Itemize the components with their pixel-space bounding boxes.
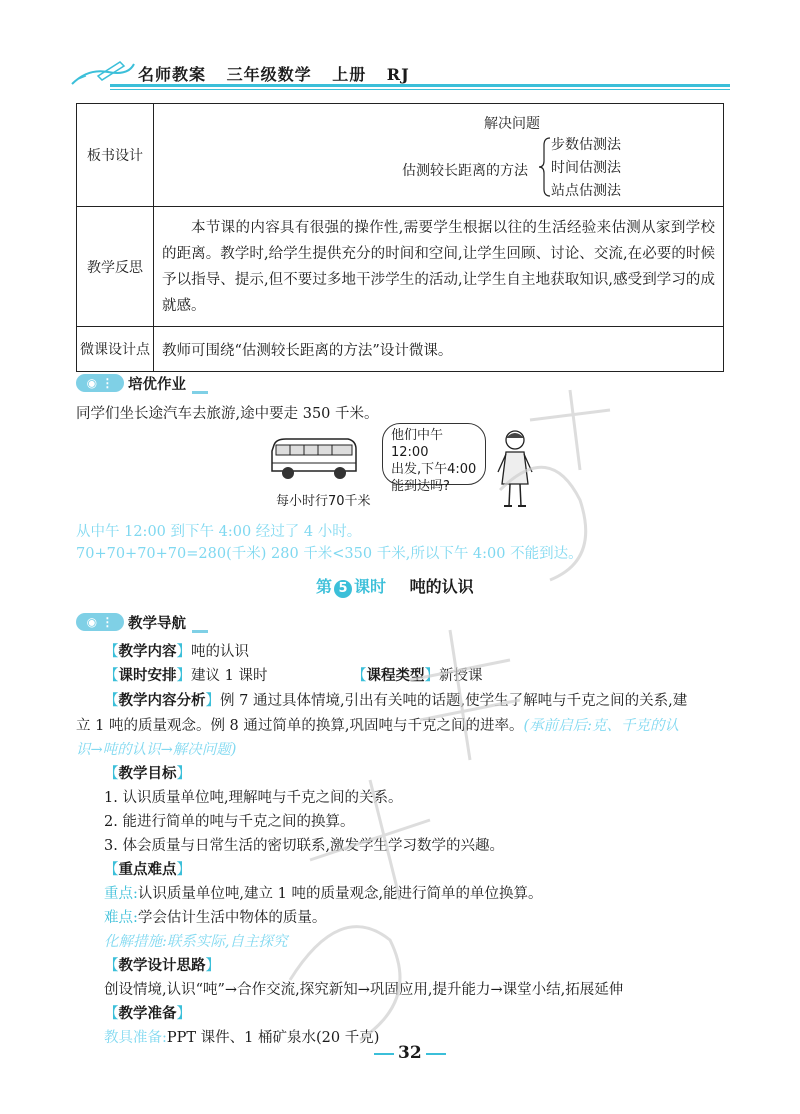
girl-figure-icon xyxy=(494,428,536,512)
homework-tag xyxy=(76,373,208,393)
speech-line: 能到达吗? xyxy=(391,479,450,494)
goal-item: 3. 体会质量与日常生活的密切联系,激发学生学习数学的兴趣。 xyxy=(104,838,505,854)
lesson-title: 吨的认识 xyxy=(409,577,474,596)
resolve-note: 化解措施:联系实际,自主探究 xyxy=(104,934,288,950)
difficulty-row xyxy=(104,906,326,927)
difficulty-text: 学会估计生活中物体的质量。 xyxy=(137,910,327,926)
content-label: 【教学内容】 xyxy=(104,644,191,660)
row-label: 微课设计点 xyxy=(77,327,154,372)
key-prefix: 重点: xyxy=(104,886,138,902)
design-text: 创设情境,认识“吨”→合作交流,探究新知→巩固应用,提升能力→课堂小结,拓展延伸 xyxy=(104,982,624,998)
content-row xyxy=(104,640,249,661)
table-row xyxy=(77,104,724,207)
goals-label: 教学目标 xyxy=(118,766,177,782)
prep-row xyxy=(104,1026,379,1047)
type-label: 【课程类型】 xyxy=(352,668,439,684)
homework-tag-label: 培优作业 xyxy=(128,376,186,393)
goals-heading: 【教学目标】 xyxy=(104,766,191,782)
row-label: 板书设计 xyxy=(77,104,154,207)
board-branch: 站点估测法 xyxy=(551,183,621,199)
header-rule xyxy=(110,84,730,87)
board-branch: 时间估测法 xyxy=(551,160,621,176)
table-row xyxy=(77,327,724,372)
answer-line-1: 从中午 12:00 到下午 4:00 经过了 4 小时。 xyxy=(76,524,362,540)
reflection-text: 本节课的内容具有很强的操作性,需要学生根据以往的生活经验来估测从家到学校的距离。教学时,给学生提供充分的时间和空间,让学生回顾、讨论、交流,在必要的时候予以指导、提示,但不要过多地干涉学生的活动,让学生自主地获取知识,感受到学习的成就感。 xyxy=(154,207,724,327)
speech-line: 出发,下午4:00 xyxy=(391,462,477,477)
goal-item: 2. 能进行简单的吨与千克之间的换算。 xyxy=(104,814,355,830)
speech-bubble xyxy=(382,423,486,494)
section-pill-icon: ◉ ⋮ xyxy=(76,374,124,392)
board-title: 解决问题 xyxy=(484,116,540,132)
type-value: 新授课 xyxy=(439,668,483,684)
key-label: 重点难点 xyxy=(118,862,177,878)
key-heading: 【重点难点】 xyxy=(104,862,191,878)
schedule-row xyxy=(104,664,267,685)
homework-problem: 同学们坐长途汽车去旅游,途中要走 350 千米。 xyxy=(76,406,379,422)
answer-line-2: 70+70+70+70=280(千米) 280 千米<350 千米,所以下午 4:00 不能到达。 xyxy=(76,546,583,562)
schedule-value: 建议 1 课时 xyxy=(191,668,268,684)
analysis-label: 【教学内容分析】 xyxy=(104,693,220,709)
guide-tag xyxy=(76,612,208,632)
section-pill-icon: ◉ ⋮ xyxy=(76,613,124,631)
guide-tag-label: 教学导航 xyxy=(128,615,186,632)
design-heading: 【教学设计思路】 xyxy=(104,958,220,974)
brace-icon xyxy=(539,137,551,197)
lesson-heading xyxy=(316,574,474,598)
table-row xyxy=(77,207,724,327)
header-subject: 三年级数学 xyxy=(226,65,312,84)
page-number-value: 32 xyxy=(398,1043,422,1063)
bus-caption: 每小时行70千米 xyxy=(276,494,371,509)
header-rule-thin xyxy=(110,89,730,90)
row-label: 教学反思 xyxy=(77,207,154,327)
analysis-text: 立 1 吨的质量观念。例 8 通过简单的换算,巩固吨与千克之间的进率。 xyxy=(76,718,524,734)
header-book: 名师教案 xyxy=(138,65,207,84)
page-number xyxy=(370,1043,450,1063)
lesson-plan-table xyxy=(76,103,724,372)
micro-course-text: 教师可围绕“估测较长距离的方法”设计微课。 xyxy=(154,327,724,372)
analysis-text: 例 7 通过具体情境,引出有关吨的话题,使学生了解吨与千克之间的关系,建 xyxy=(220,693,688,709)
schedule-label: 【课时安排】 xyxy=(104,668,191,684)
header-edition: RJ xyxy=(386,65,410,84)
analysis-row-2 xyxy=(76,714,679,735)
board-main: 估测较长距离的方法 xyxy=(402,163,528,179)
goal-item: 1. 认识质量单位吨,理解吨与千克之间的关系。 xyxy=(104,790,403,806)
prep-heading: 【教学准备】 xyxy=(104,1006,191,1022)
type-row xyxy=(352,664,483,685)
board-design-cell xyxy=(154,104,724,207)
key-text: 认识质量单位吨,建立 1 吨的质量观念,能进行简单的单位换算。 xyxy=(137,886,543,902)
difficulty-prefix: 难点: xyxy=(104,910,138,926)
design-label: 教学设计思路 xyxy=(118,958,206,974)
speech-line: 他们中午12:00 xyxy=(391,428,444,460)
bus-icon xyxy=(268,435,360,483)
board-branch: 步数估测法 xyxy=(551,137,621,153)
lesson-suffix: 课时 xyxy=(354,577,387,596)
header-title xyxy=(138,62,424,85)
analysis-note: (承前启后:克、千克的认 xyxy=(523,718,680,734)
key-row xyxy=(104,882,543,903)
lesson-number-badge: 5 xyxy=(334,580,352,598)
analysis-row xyxy=(104,689,687,710)
prep-prefix: 教具准备: xyxy=(104,1030,167,1046)
prep-label: 教学准备 xyxy=(118,1006,177,1022)
header-volume: 上册 xyxy=(332,65,367,84)
analysis-note-2: 识→吨的认识→解决问题) xyxy=(76,742,237,758)
content-value: 吨的认识 xyxy=(191,644,249,660)
prep-text: PPT 课件、1 桶矿泉水(20 千克) xyxy=(166,1030,380,1046)
lesson-prefix: 第 xyxy=(316,577,333,596)
